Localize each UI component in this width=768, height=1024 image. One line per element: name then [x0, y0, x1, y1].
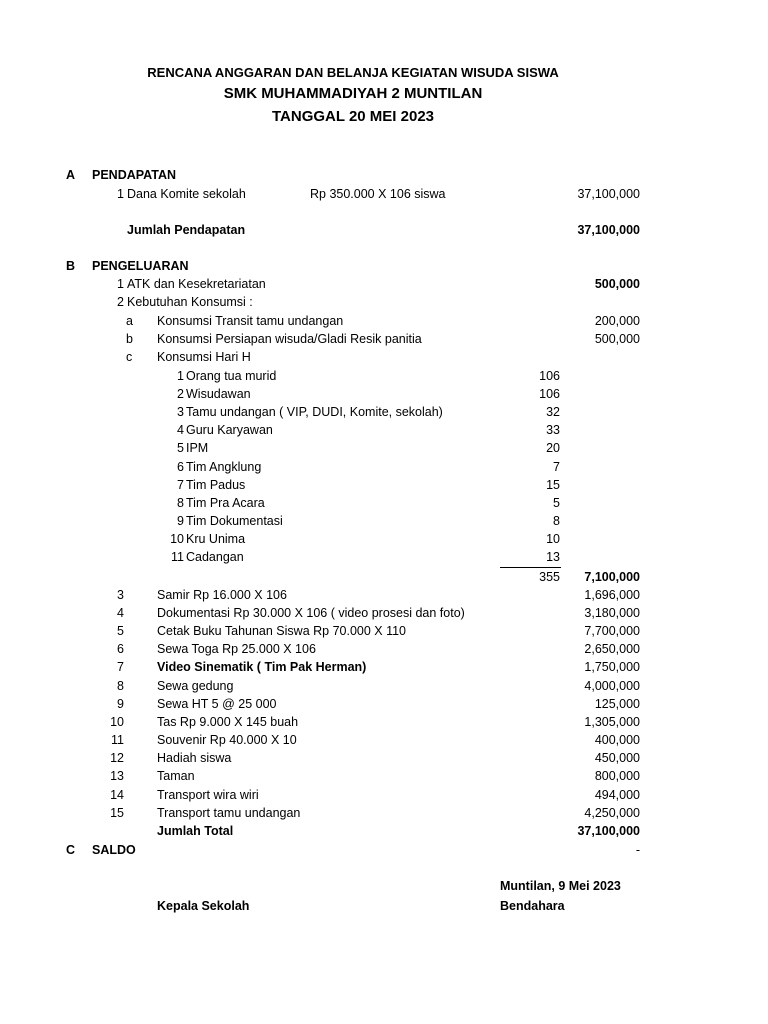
hari-h-no: 3 [177, 405, 184, 419]
hari-h-qty: 8 [553, 514, 560, 528]
pengeluaran-item-1-label: ATK dan Kesekretariatan [127, 277, 266, 291]
expense-row-label: Dokumentasi Rp 30.000 X 106 ( video prosesi dan foto) [157, 606, 465, 620]
sub-a-letter: a [126, 314, 133, 328]
hari-h-label: Tim Angklung [186, 460, 262, 474]
expense-row-no: 3 [117, 588, 124, 602]
signer-principal: Kepala Sekolah [157, 899, 250, 913]
pengeluaran-item-1-no: 1 [117, 277, 124, 291]
pendapatan-item-amount: 37,100,000 [577, 187, 640, 201]
expense-row-label: Tas Rp 9.000 X 145 buah [157, 715, 299, 729]
hari-h-label: Tim Padus [186, 478, 246, 492]
expense-row-label: Taman [157, 769, 195, 783]
expense-row-label: Video Sinematik ( Tim Pak Herman) [157, 660, 367, 674]
pengeluaran-item-1-amount: 500,000 [594, 277, 640, 291]
hari-h-label: Tim Dokumentasi [186, 514, 283, 528]
expense-row-amount: 494,000 [594, 788, 640, 802]
hari-h-no: 7 [177, 478, 184, 492]
pendapatan-heading: PENDAPATAN [92, 168, 177, 182]
sub-a-label: Konsumsi Transit tamu undangan [157, 314, 344, 328]
expense-row-amount: 3,180,000 [584, 606, 640, 620]
pendapatan-total-label: Jumlah Pendapatan [127, 223, 246, 237]
pendapatan-item-no: 1 [117, 187, 124, 201]
pendapatan-total-amount: 37,100,000 [577, 223, 640, 237]
expense-row-amount: 400,000 [594, 733, 640, 747]
section-letter-b: B [66, 259, 76, 273]
hari-h-no: 1 [177, 369, 184, 383]
event-date: TANGGAL 20 MEI 2023 [272, 108, 434, 125]
hari-h-qty: 33 [546, 423, 560, 437]
hari-h-no: 5 [177, 441, 184, 455]
expense-row-amount: 4,000,000 [584, 679, 640, 693]
expense-row-no: 11 [111, 733, 124, 747]
expense-row-no: 14 [110, 788, 124, 802]
pengeluaran-item-2-no: 2 [117, 295, 124, 309]
expense-row-no: 4 [117, 606, 124, 620]
hari-h-label: Tamu undangan ( VIP, DUDI, Komite, sekolah) [186, 405, 443, 419]
expense-row-label: Cetak Buku Tahunan Siswa Rp 70.000 X 110 [157, 624, 407, 638]
section-letter-a: A [66, 168, 76, 182]
expense-row-no: 6 [117, 642, 124, 656]
hari-h-label: Wisudawan [186, 387, 251, 401]
expense-row-no: 8 [117, 679, 124, 693]
hari-h-qty: 7 [553, 460, 560, 474]
saldo-amount: - [635, 843, 640, 857]
hari-h-qty: 32 [546, 405, 560, 419]
pengeluaran-heading: PENGELUARAN [92, 259, 189, 273]
pendapatan-item-detail: Rp 350.000 X 106 siswa [310, 187, 446, 201]
hari-h-qty: 20 [546, 441, 560, 455]
sub-b-label: Konsumsi Persiapan wisuda/Gladi Resik panitia [157, 332, 422, 346]
expense-row-no: 15 [110, 806, 124, 820]
expense-row-label: Sewa gedung [157, 679, 234, 693]
expense-row-no: 10 [110, 715, 124, 729]
expense-row-amount: 450,000 [594, 751, 640, 765]
hari-h-label: Cadangan [186, 550, 244, 564]
section-letter-c: C [66, 843, 76, 857]
sub-a-amount: 200,000 [594, 314, 640, 328]
expense-row-label: Sewa HT 5 @ 25 000 [157, 697, 277, 711]
hari-h-total-amount: 7,100,000 [584, 570, 640, 584]
expense-row-label: Hadiah siswa [157, 751, 232, 765]
expense-row-no: 7 [117, 660, 124, 674]
pengeluaran-total-amount: 37,100,000 [577, 824, 640, 838]
subtotal-divider [500, 567, 561, 568]
expense-row-amount: 1,305,000 [584, 715, 640, 729]
expense-row-amount: 7,700,000 [584, 624, 640, 638]
expense-row-label: Transport wira wiri [157, 788, 259, 802]
expense-row-amount: 1,750,000 [584, 660, 640, 674]
document-title: RENCANA ANGGARAN DAN BELANJA KEGIATAN WISUDA SISWA [147, 65, 559, 80]
hari-h-qty: 15 [546, 478, 560, 492]
hari-h-no: 11 [171, 550, 184, 564]
sub-c-letter: c [126, 350, 133, 364]
hari-h-qty: 10 [546, 532, 560, 546]
expense-row-label: Souvenir Rp 40.000 X 10 [157, 733, 297, 747]
hari-h-label: Tim Pra Acara [186, 496, 265, 510]
pendapatan-item-label: Dana Komite sekolah [127, 187, 246, 201]
expense-row-amount: 1,696,000 [584, 588, 640, 602]
expense-row-no: 5 [117, 624, 124, 638]
hari-h-qty: 5 [553, 496, 560, 510]
hari-h-no: 2 [177, 387, 184, 401]
hari-h-qty: 13 [546, 550, 560, 564]
expense-row-no: 12 [110, 751, 124, 765]
saldo-heading: SALDO [92, 843, 136, 857]
hari-h-label: Orang tua murid [186, 369, 277, 383]
expense-row-amount: 125,000 [594, 697, 640, 711]
hari-h-label: Guru Karyawan [186, 423, 273, 437]
expense-row-label: Samir Rp 16.000 X 106 [157, 588, 287, 602]
pengeluaran-total-label: Jumlah Total [157, 824, 234, 838]
pengeluaran-item-2-label: Kebutuhan Konsumsi : [127, 295, 253, 309]
hari-h-no: 9 [177, 514, 184, 528]
expense-row-no: 13 [110, 769, 124, 783]
hari-h-total-qty: 355 [539, 570, 560, 584]
hari-h-qty: 106 [539, 369, 560, 383]
expense-row-amount: 800,000 [594, 769, 640, 783]
expense-row-amount: 2,650,000 [584, 642, 640, 656]
hari-h-no: 8 [177, 496, 184, 510]
expense-row-no: 9 [117, 697, 124, 711]
expense-row-label: Transport tamu undangan [157, 806, 301, 820]
hari-h-label: Kru Unima [186, 532, 246, 546]
school-name: SMK MUHAMMADIYAH 2 MUNTILAN [223, 85, 483, 102]
sub-b-amount: 500,000 [594, 332, 640, 346]
signer-treasurer: Bendahara [500, 899, 565, 913]
hari-h-qty: 106 [539, 387, 560, 401]
hari-h-label: IPM [186, 441, 209, 455]
sub-c-label: Konsumsi Hari H [157, 350, 251, 364]
hari-h-no: 6 [177, 460, 184, 474]
place-date: Muntilan, 9 Mei 2023 [500, 879, 621, 893]
sub-b-letter: b [126, 332, 133, 346]
expense-row-label: Sewa Toga Rp 25.000 X 106 [157, 642, 316, 656]
hari-h-no: 4 [177, 423, 184, 437]
hari-h-no: 10 [170, 532, 184, 546]
expense-row-amount: 4,250,000 [584, 806, 640, 820]
